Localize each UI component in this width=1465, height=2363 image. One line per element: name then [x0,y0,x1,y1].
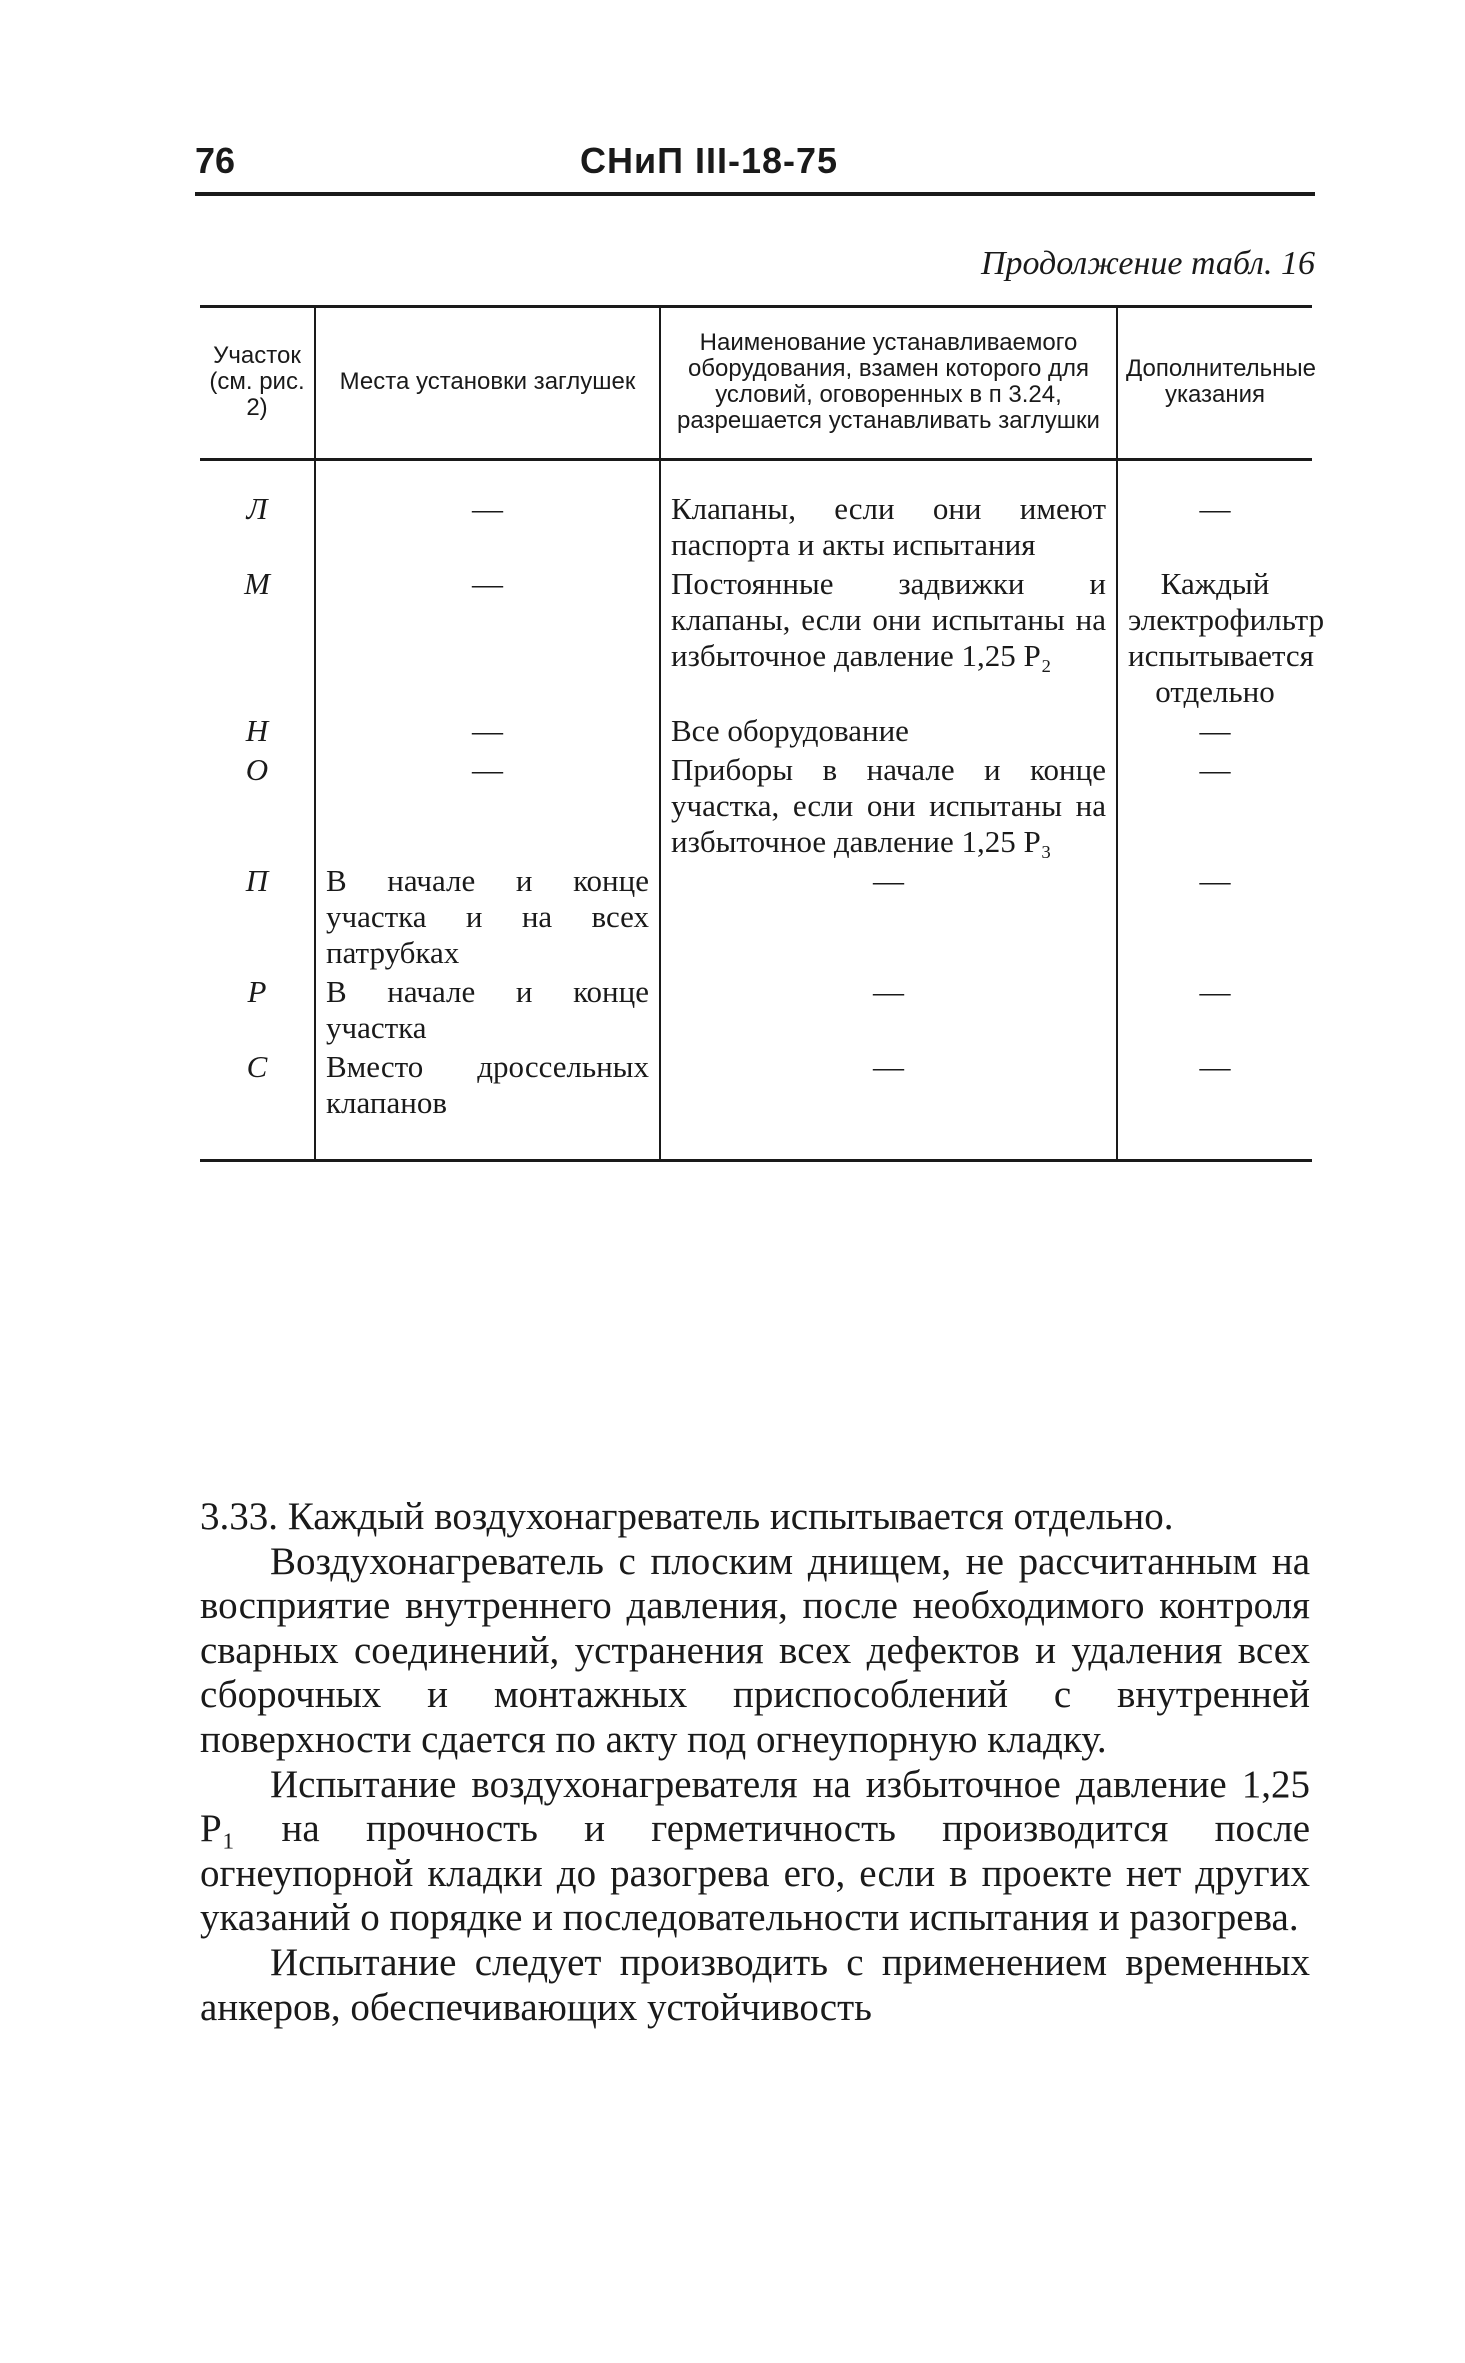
cell-places: В начале и конце участка и на всех патрубках [315,860,660,971]
cell-notes: — [1117,710,1312,749]
cell-notes: — [1117,749,1312,860]
cell-section: П [200,860,315,971]
header-section: Участок (см. рис. 2) [200,307,315,460]
cell-notes: — [1117,1046,1312,1161]
cell-places: — [315,749,660,860]
cell-section: О [200,749,315,860]
paragraph: Испытание следует производить с применением временных анкеров, обеспечивающих устойчивость [200,1940,1310,2029]
cell-places: В начале и конце участка [315,971,660,1046]
cell-places: Вместо дроссельных клапанов [315,1046,660,1161]
page-header [195,140,1315,190]
cell-notes: — [1117,860,1312,971]
table-row [200,1046,1312,1161]
cell-equipment: Постоянные задвижки и клапаны, если они испытаны на избыточное давление 1,25 P₂ [660,563,1117,710]
cell-section: М [200,563,315,710]
cell-section: Л [200,460,315,564]
cell-section: Р [200,971,315,1046]
header-places: Места установки заглушек [315,307,660,460]
cell-equipment: — [660,971,1117,1046]
table-row [200,563,1312,710]
running-title: СНиП III-18-75 [580,140,839,181]
cell-equipment: Приборы в начале и конце участка, если они испытаны на избыточное давление 1,25 P₃ [660,749,1117,860]
table-caption: Продолжение табл. 16 [980,245,1315,282]
equipment-table [200,305,1325,1162]
paragraph: Испытание воздухонагревателя на избыточное давление 1,25 P₁ на прочность и герметичность производится после огнеупорной кладки до разогрева его, если в проекте нет других указаний о порядке и последовательности испытания и разогрева. [200,1762,1310,1940]
cell-notes: — [1117,971,1312,1046]
body-text [200,1495,1310,2030]
cell-equipment: — [660,1046,1117,1161]
table-header-row [200,307,1312,460]
header-equipment: Наименование устанавливаемого оборудования, взамен которого для условий, оговоренных в п 3.24, разрешается устанавливать заглушки [660,307,1117,460]
cell-section: С [200,1046,315,1161]
paragraph: Воздухонагреватель с плоским днищем, не рассчитанным на восприятие внутреннего давления, после необходимого контроля сварных соединений, устранения всех дефектов и удаления всех сборочных и монтажных приспособлений с внутренней поверхности сдается по акту под огнеупорную кладку. [200,1539,1310,1761]
paragraph-3-33: 3.33. Каждый воздухонагреватель испытывается отдельно. [200,1495,1174,1538]
cell-equipment: Клапаны, если они имеют паспорта и акты испытания [660,460,1117,564]
table-row [200,710,1312,749]
table-row [200,749,1312,860]
cell-places: — [315,563,660,710]
cell-notes: Каждый электрофильтр испытывается отдельно [1117,563,1312,710]
table-row [200,860,1312,971]
cell-equipment: — [660,860,1117,971]
table-row [200,460,1312,564]
cell-places: — [315,710,660,749]
cell-section: Н [200,710,315,749]
table-row [200,971,1312,1046]
cell-places: — [315,460,660,564]
cell-notes: — [1117,460,1312,564]
header-rule [195,192,1315,196]
cell-equipment: Все оборудование [660,710,1117,749]
page-number: 76 [195,140,236,181]
header-notes: Дополнительные указания [1117,307,1312,460]
